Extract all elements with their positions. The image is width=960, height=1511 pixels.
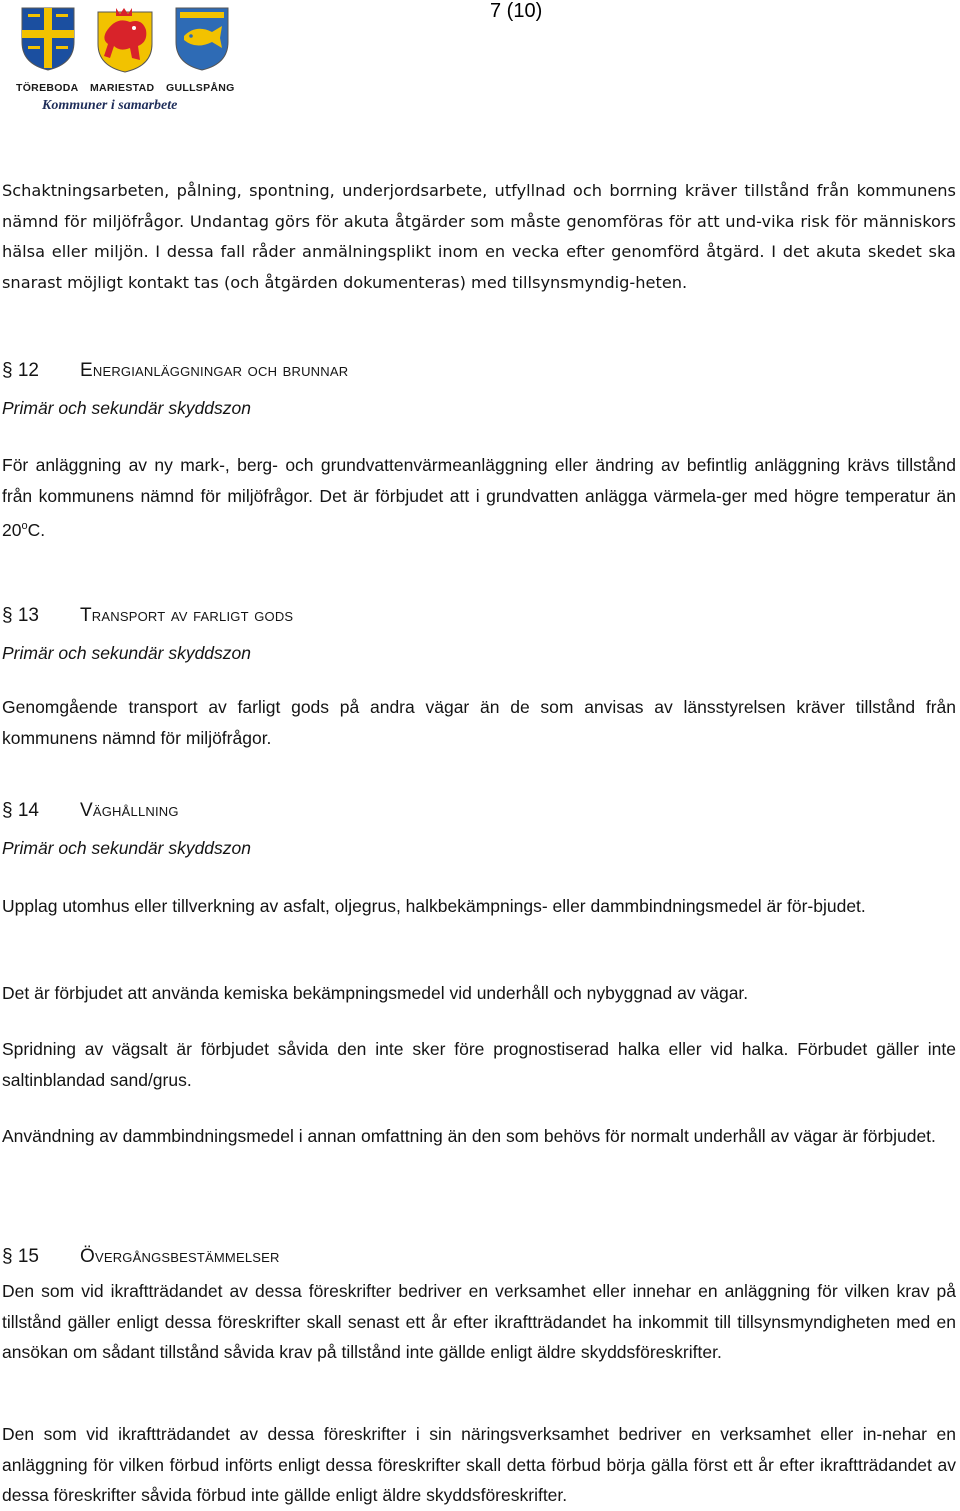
mariestad-name: MARIESTAD (90, 82, 155, 94)
section-14-zone: Primär och sekundär skyddszon (2, 838, 251, 858)
section-title: Väghållning (80, 800, 179, 821)
section-12-unit: C. (27, 519, 46, 540)
section-15-paragraph-2: Den som vid ikraftträdandet av dessa föreskrifter i sin näringsverksamhet bedriver en verksamhet eller in-nehar en anläggning för vilken förbud införts enligt dessa föreskrifter skall detta förbud börja gälla först ett år efter ikraftträdandet av dessa föreskrifter såvida förbud inte gällde enligt äldre skyddsföreskrifter. (2, 1424, 956, 1505)
section-title: Transport av farligt gods (80, 605, 294, 626)
tagline: Kommuner i samarbete (42, 98, 178, 113)
mariestad-crest-icon (96, 6, 154, 74)
section-symbol: § (2, 360, 13, 381)
section-13-heading (2, 605, 293, 627)
section-title: Övergångsbestämmelser (80, 1246, 280, 1267)
section-15-paragraph-1: Den som vid ikraftträdandet av dessa föreskrifter bedriver en verksamhet eller innehar en anläggning för vilken krav på tillstånd gäller enligt dessa föreskrifter skall senast ett år efter ikraftträdandet ha inkommit till tillsynsmyndigheten med en ansökan om sådant tillstånd såvida krav på tillstånd inte gällde enligt äldre skyddsföreskrifter. (2, 1281, 956, 1362)
section-symbol: § (2, 1246, 13, 1267)
section-14-paragraph-1: Upplag utomhus eller tillverkning av asfalt, oljegrus, halkbekämpnings- eller dammbindningsmedel är för-bjudet. (2, 896, 866, 916)
section-title: Energianläggningar och brunnar (80, 360, 349, 381)
section-15-heading (2, 1246, 280, 1268)
section-12-zone: Primär och sekundär skyddszon (2, 398, 251, 418)
section-14-paragraph-3: Spridning av vägsalt är förbjudet såvida den inte sker före prognostiserad halka eller vid halka. Förbudet gäller inte saltinblandad sand/grus. (2, 1039, 956, 1090)
section-symbol: § (2, 605, 13, 626)
intro-text-2: I det akuta skedet ska snarast möjligt kontakt tas (och åtgärden dokumenteras) med tillsynsmyndig-heten. (2, 242, 956, 292)
section-number: 15 (17, 1246, 39, 1267)
page-number: 7 (10) (490, 0, 543, 22)
toreboda-crest-icon (20, 6, 76, 72)
toreboda-name: TÖREBODA (16, 82, 79, 94)
municipality-logos (16, 6, 236, 116)
gullspang-name: GULLSPÅNG (166, 82, 235, 94)
gullspang-crest-icon (174, 6, 230, 72)
section-number: 14 (17, 800, 39, 821)
degree-sup: o (21, 520, 28, 532)
section-number: 13 (17, 605, 39, 626)
section-14-heading (2, 800, 179, 822)
section-12-paragraph (2, 450, 956, 545)
section-number: 12 (17, 360, 39, 381)
section-symbol: § (2, 800, 13, 821)
section-12-text: För anläggning av ny mark-, berg- och grundvattenvärmeanläggning eller ändring av befintlig anläggning krävs tillstånd från kommunens nämnd för miljöfrågor. Det är förbjudet att i grundvatten anlägga värmela-ger med högre temperatur än 20 (2, 455, 956, 540)
section-14-paragraph-2: Det är förbjudet att använda kemiska bekämpningsmedel vid underhåll och nybyggnad av vägar. (2, 983, 749, 1003)
intro-text: Schaktningsarbeten, pålning, spontning, underjordsarbete, utfyllnad och borrning kräver tillstånd från kommunens nämnd för miljöfrågor. Undantag görs för akuta åtgärder som måste genomföras för att und-vika risk för människors hälsa eller miljön. I dessa fall råder anmälningsplikt inom en vecka efter genomförd åtgärd. (2, 181, 956, 261)
section-13-zone: Primär och sekundär skyddszon (2, 643, 251, 663)
section-14-paragraph-4: Användning av dammbindningsmedel i annan omfattning än den som behövs för normalt underhåll av vägar är förbjudet. (2, 1126, 936, 1146)
intro-paragraph (2, 176, 956, 298)
section-13-paragraph: Genomgående transport av farligt gods på andra vägar än de som anvisas av länsstyrelsen kräver tillstånd från kommunens nämnd för miljöfrågor. (2, 697, 956, 748)
section-12-heading (2, 360, 348, 382)
